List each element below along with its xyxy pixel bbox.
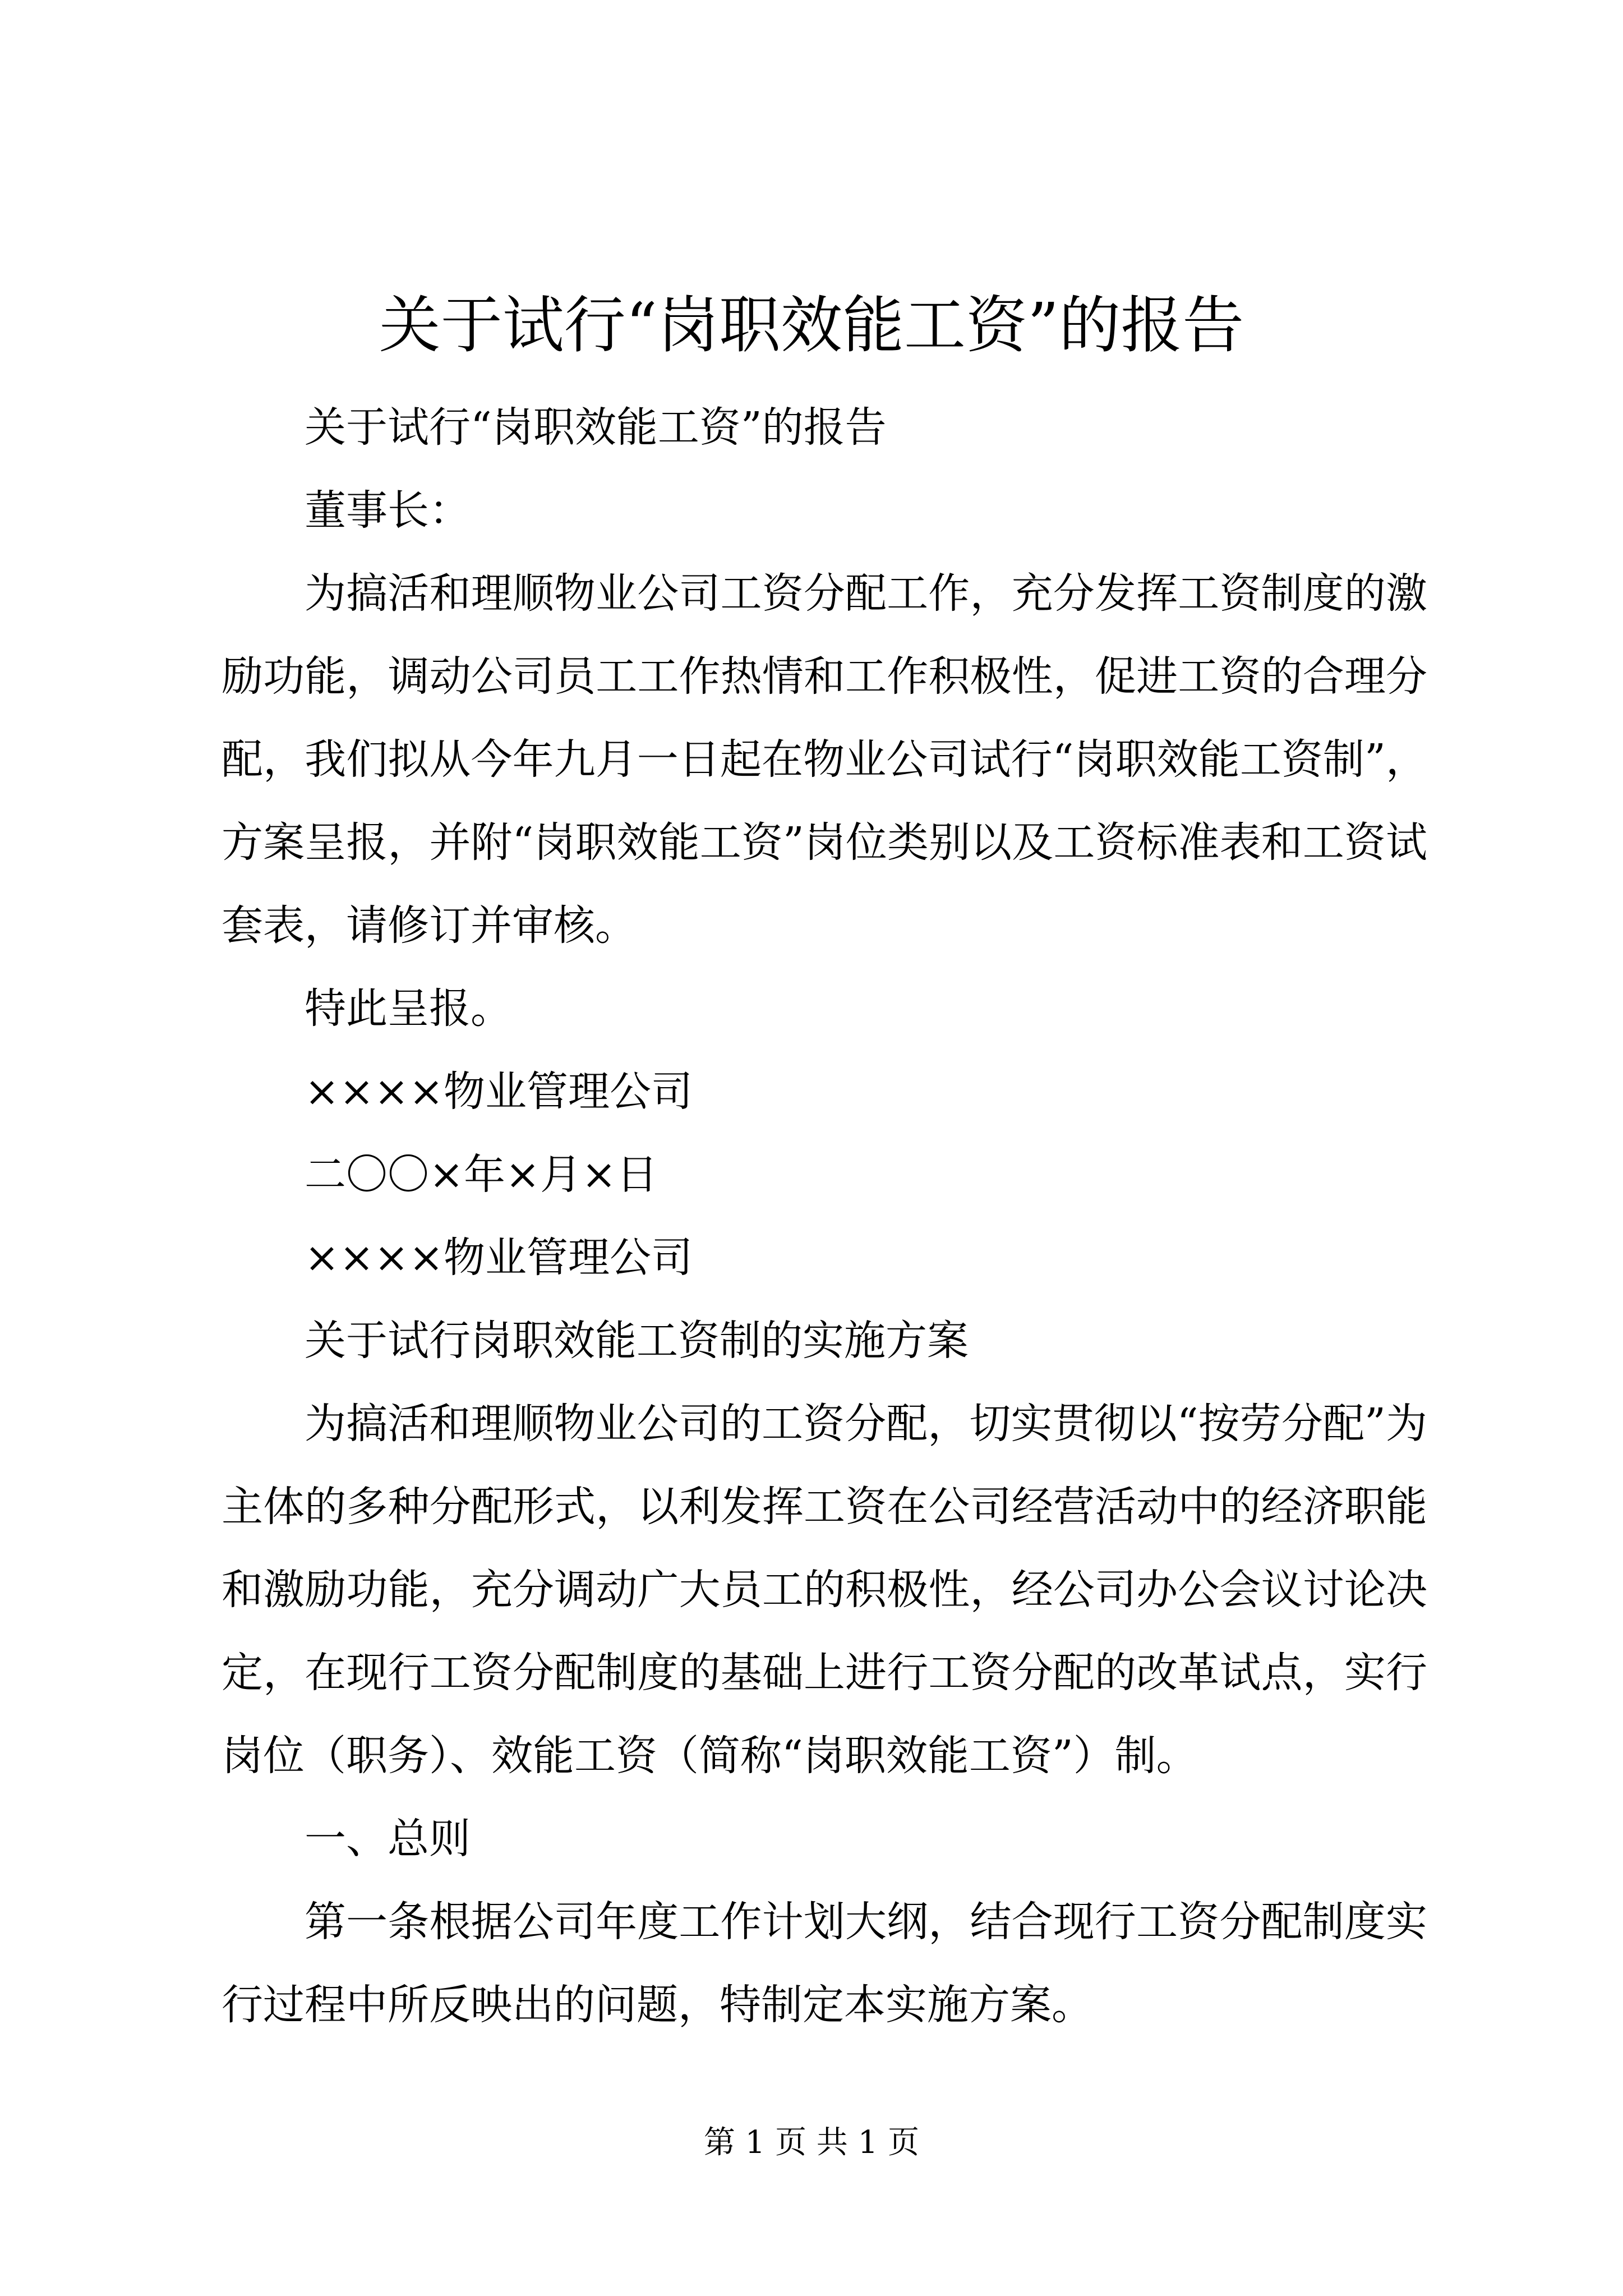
document-body [222, 386, 1427, 2046]
paragraph-plan-title: 关于试行岗职效能工资制的实施方案 [305, 1317, 969, 1365]
paragraph-closing: 特此呈报。 [305, 984, 512, 1033]
paragraph-report-body: 为搞活和理顺物业公司工资分配工作，充分发挥工资制度的激励功能，调动公司员工工作热情和工作积极性，促进工资的合理分配，我们拟从今年九月一日起在物业公司试行“岗职效能工资制”，方案呈报，并附“岗职效能工资”岗位类别以及工资标准表和工资试套表，请修订并审核。 [222, 569, 1427, 950]
page-number-label: 第 1 页 共 1 页 [703, 2124, 920, 2161]
page-footer [0, 2120, 1623, 2165]
paragraph-date: 二〇〇×年×月×日 [305, 1151, 658, 1199]
paragraph-section-heading: 一、总则 [305, 1815, 471, 1863]
document-title: 关于试行“岗职效能工资”的报告 [379, 289, 1244, 361]
paragraph-subtitle: 关于试行“岗职效能工资”的报告 [305, 403, 887, 452]
paragraph-plan-intro: 为搞活和理顺物业公司的工资分配，切实贯彻以“按劳分配”为主体的多种分配形式，以利发挥工资在公司经营活动中的经济职能和激励功能，充分调动广大员工的积极性，经公司办公会议讨论决定，在现行工资分配制度的基础上进行工资分配的改革试点，实行岗位（职务）、效能工资（简称“岗职效能工资”）制。 [222, 1400, 1427, 1780]
paragraph-salutation: 董事长： [305, 486, 471, 535]
paragraph-article-one: 第一条根据公司年度工作计划大纲，结合现行工资分配制度实行过程中所反映出的问题，特制定本实施方案。 [222, 1898, 1427, 2029]
paragraph-company-signature: ××××物业管理公司 [305, 1068, 693, 1116]
paragraph-company-name: ××××物业管理公司 [305, 1234, 693, 1282]
